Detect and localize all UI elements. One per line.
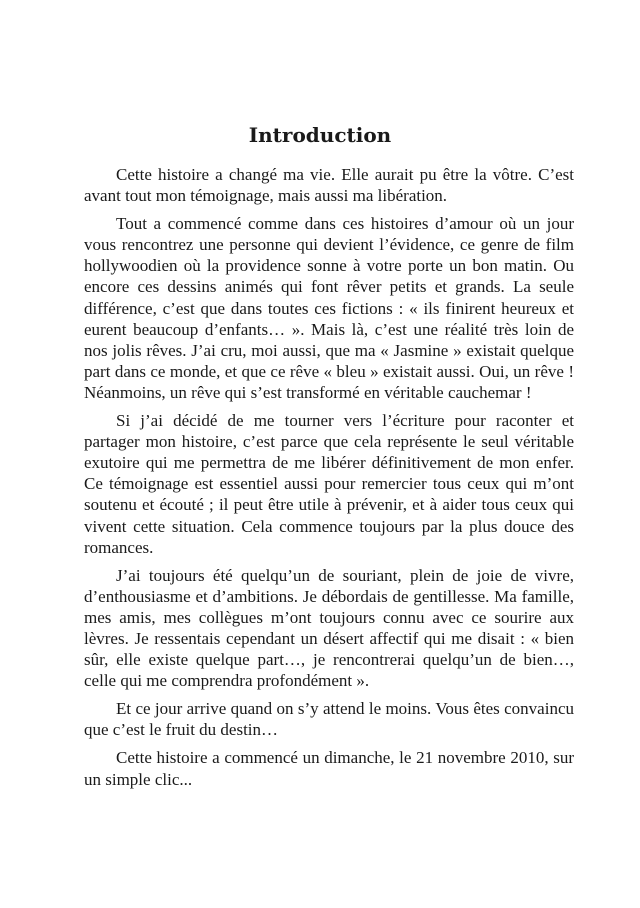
paragraph-3: Si j’ai décidé de me tourner vers l’écriture pour raconter et partager mon histoire, c’est parce que cela représente le seul véritable exutoire qui me permettra de me libérer définitivement de mon enfer. Ce témoignage est essentiel aussi pour remercier tous ceux qui m’ont soutenu et écouté ; il peut être utile à prévenir, et à aider tous ceux qui vivent cette situation. Cela commence toujours par la plus douce des romances. (84, 411, 574, 557)
paragraph-5: Et ce jour arrive quand on s’y attend le moins. Vous êtes convaincu que c’est le fruit du destin… (84, 699, 574, 740)
chapter-title: Introduction (248, 123, 392, 147)
paragraph-2: Tout a commencé comme dans ces histoires d’amour où un jour vous rencontrez une personne qui devient l’évidence, ce genre de film hollywoodien où la providence sonne à votre porte un bon matin. Ou encore ces dessins animés qui font rêver petits et grands. La seule différence, c’est que dans toutes ces fictions : « ils finirent heureux et eurent beaucoup d’enfants… ». Mais là, c’est une réalité très loin de nos jolis rêves. J’ai cru, moi aussi, que ma « Jasmine » existait quelque part dans ce monde, et que ce rêve « bleu » existait aussi. Oui, un rêve ! Néanmoins, un rêve qui s’est transformé en véritable cauchemar ! (84, 214, 574, 402)
paragraph-6: Cette histoire a commencé un dimanche, le 21 novembre 2010, sur un simple clic... (84, 748, 574, 789)
paragraph-1: Cette histoire a changé ma vie. Elle aurait pu être la vôtre. C’est avant tout mon témoignage, mais aussi ma libération. (84, 165, 574, 206)
paragraph-4: J’ai toujours été quelqu’un de souriant, plein de joie de vivre, d’enthousiasme et d’ambitions. Je débordais de gentillesse. Ma famille, mes amis, mes collègues m’ont toujours connu avec ce sourire aux lèvres. Je ressentais cependant un désert affectif qui me disait : « bien sûr, elle existe quelque part…, je rencontrerai quelqu’un de bien…, celle qui me comprendra profondément ». (84, 565, 574, 691)
chapter-body (84, 164, 574, 797)
